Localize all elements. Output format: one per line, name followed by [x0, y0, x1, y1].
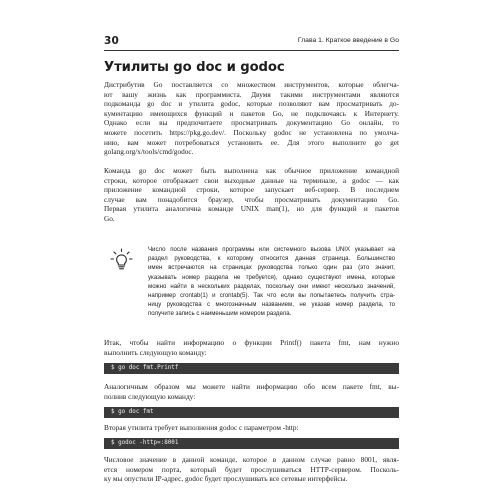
note-line: получите запись с наименьшим номером раздела.	[148, 310, 292, 318]
text-line: полнив следующую команду:	[104, 391, 196, 401]
page-number: 30	[104, 35, 120, 47]
text-line: golang.org/x/tools/cmd/godoc.	[104, 147, 194, 157]
paragraph-printf	[104, 338, 399, 357]
text-line: случае вам понадобится браузер, чтобы просматривать документацию Go.	[104, 194, 399, 204]
note-line: имен встречаются на страницах руководства только один раз (это значит,	[148, 264, 395, 272]
text-line: подкоманда go doc и утилита godoc, которые позволяют вам просматривать до-	[104, 99, 399, 109]
text-line: Go.	[104, 213, 115, 223]
text-line: выполнить следующую команду:	[104, 347, 207, 357]
note-box	[104, 245, 399, 325]
paragraph-go-doc	[104, 166, 399, 224]
text-line: нию, вам может потребоваться установить ее. Для этого выполните go get	[104, 137, 399, 147]
section-title: Утилиты go doc и godoc	[104, 60, 285, 75]
text-line: строки, которое отображает свои выходные данные на терминале, а godoc — как	[104, 175, 399, 185]
code-block-fmt: $ go doc fmt	[104, 407, 399, 418]
note-line: Число после названия программы или системного вызова UNIX указывает на	[148, 246, 395, 253]
paragraph-intro	[104, 80, 399, 157]
paragraph-port	[104, 455, 399, 484]
code-block-godoc: $ godoc -http=:8001	[104, 438, 399, 449]
note-line: указывать номер раздела не требуется), однако существуют имена, которые	[148, 273, 395, 281]
text-line: кументацию имеющихся функций и пакетов Go, не подключаясь к Интернету.	[104, 108, 399, 118]
text-line: Итак, чтобы найти информацию о функции Printf() пакета fmt, нам нужно	[104, 338, 399, 347]
note-line: раздел руководства, к которому относится данная страница. Большинство	[148, 255, 395, 263]
text-line: можете посетить https://pkg.go.dev/. Поскольку godoc не установлена по умолча-	[104, 127, 399, 137]
paragraph-fmt	[104, 382, 399, 401]
note-line: например crontab(1) и crontab(5). Так что если вы попытаетесь получить стра-	[148, 291, 395, 299]
text-line: Вторая утилита требует выполнения godoc с параметром -http:	[104, 423, 299, 432]
text-line: ку мы опустили IP-адрес, godoc будет прослушивать все сетевые интерфейсы.	[104, 474, 348, 484]
note-line: можно найти в нескольких разделах, поскольку они имеют несколько значений,	[148, 282, 395, 290]
header-rule	[104, 50, 399, 51]
text-line: Команда go doc может быть выполнена как обычное приложение командной	[104, 166, 399, 175]
code-block-printf: $ go doc fmt.Printf	[104, 363, 399, 374]
note-text	[148, 245, 395, 319]
paragraph-godoc	[104, 423, 399, 433]
text-line: приложение командной строки, которое запускает веб-сервер. В последнем	[104, 185, 399, 195]
note-line: ницу руководства с многозначным названием, не указав номер раздела, то	[148, 301, 395, 309]
text-line: Однако если вы предпочитаете просматривать документацию Go онлайн, то	[104, 118, 399, 128]
text-line: Первая утилита аналогична команде UNIX man(1), но для функций и пакетов	[104, 204, 399, 214]
text-line: Аналогичным образом мы можете найти информацию обо всем пакете fmt, вы-	[104, 382, 399, 391]
text-line: ют вашу жизнь как программиста. Двумя такими инструментами являются	[104, 89, 399, 99]
lightbulb-icon	[110, 248, 133, 271]
text-line: Дистрибутив Go поставляется со множеством инструментов, которые облегча-	[104, 80, 399, 89]
page-header	[104, 35, 399, 47]
running-title: Глава 1. Краткое введение в Go	[297, 37, 399, 44]
text-line: ется номером порта, который будет прослушиваться HTTP-сервером. Посколь-	[104, 464, 399, 474]
text-line: Числовое значение в данной команде, которое в данном случае равно 8001, явля-	[104, 455, 399, 464]
